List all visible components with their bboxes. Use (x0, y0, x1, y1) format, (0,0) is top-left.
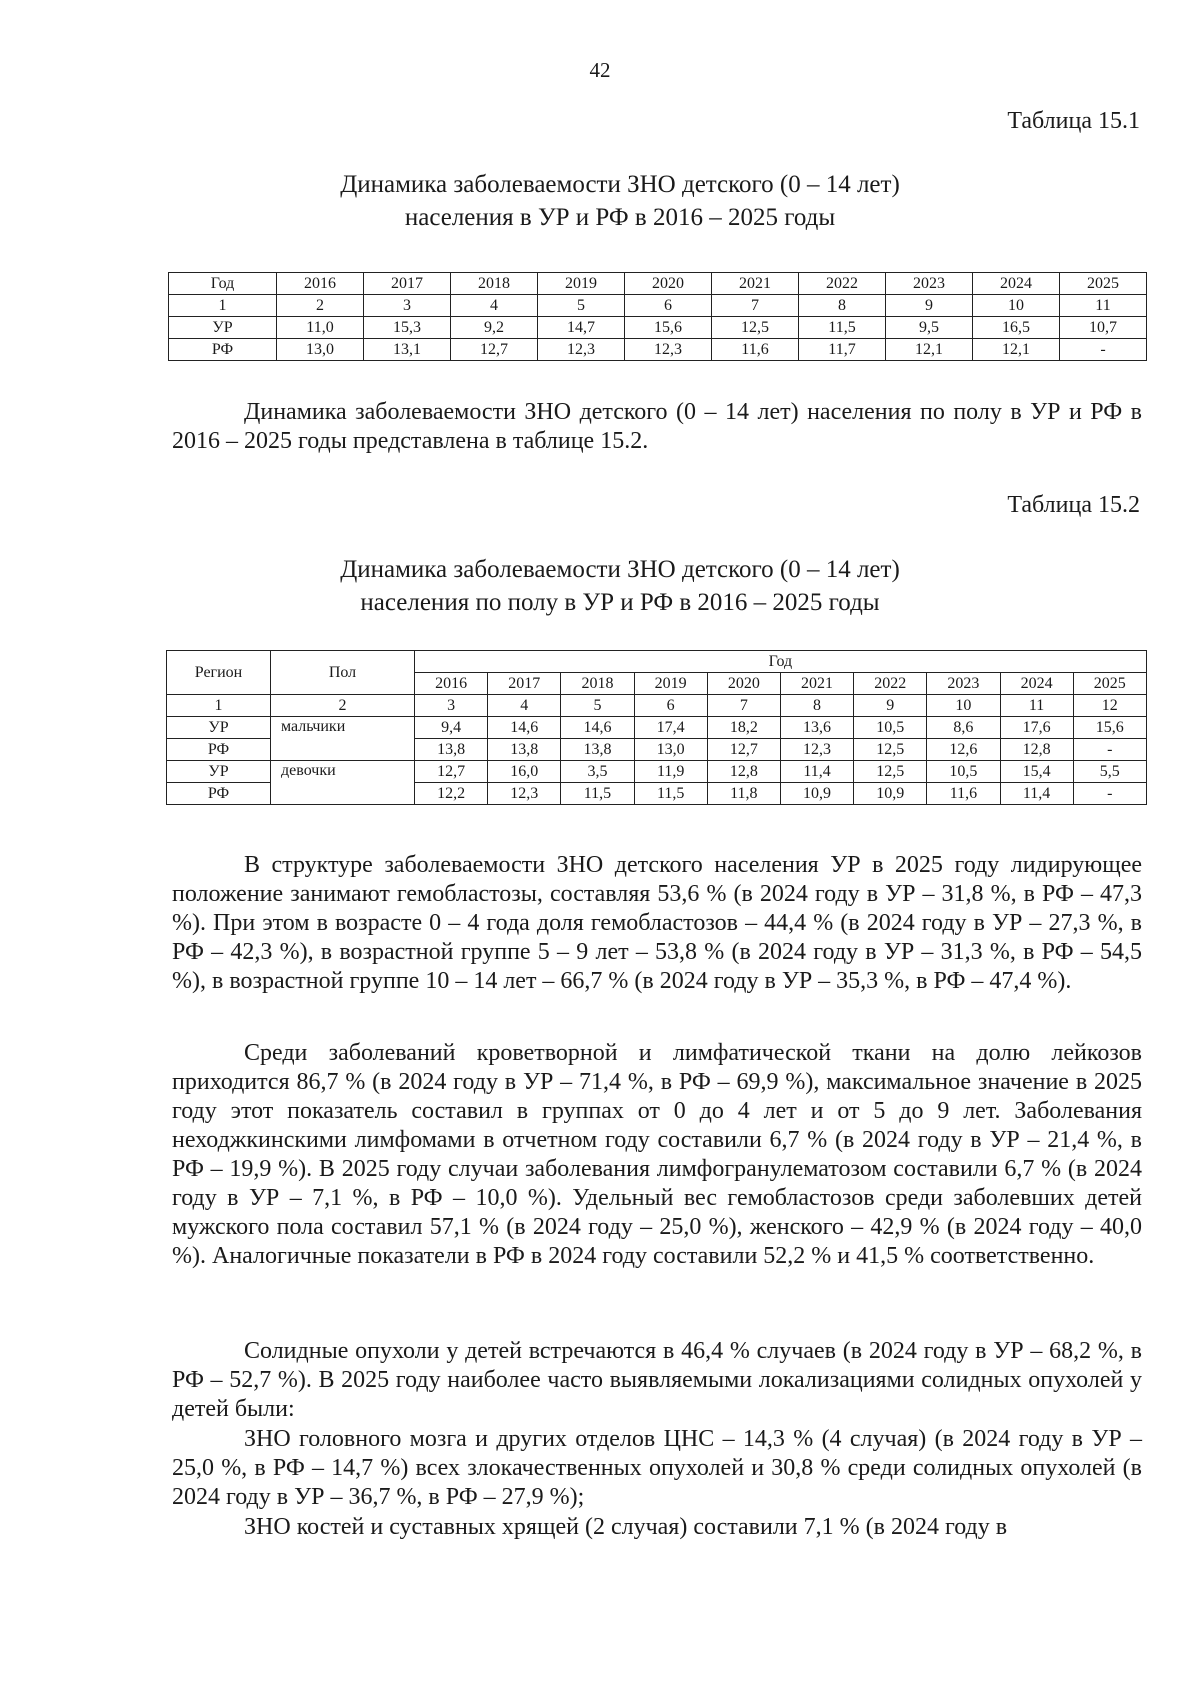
table-2-number-cell: 11 (1000, 695, 1073, 717)
table-2-year-header: Год (415, 651, 1147, 673)
table-2-value-cell: 14,6 (561, 717, 634, 739)
table-2-number-cell: 1 (167, 695, 271, 717)
table-2-value-cell: 12,2 (415, 783, 488, 805)
table-1-number-cell: 11 (1060, 295, 1147, 317)
table-1-value-cell: 12,3 (538, 339, 625, 361)
table-2-year-cell: 2019 (634, 673, 707, 695)
table-2-value-cell: 11,4 (780, 761, 853, 783)
table-2-number-cell: 6 (634, 695, 707, 717)
table-1-header-cell: 2021 (712, 273, 799, 295)
table-2-value-cell: 11,6 (927, 783, 1000, 805)
table-1-region-cell: УР (169, 317, 277, 339)
table-2-value-cell: 12,8 (707, 761, 780, 783)
table-2-number-cell: 5 (561, 695, 634, 717)
table-2-value-cell: 8,6 (927, 717, 1000, 739)
table-1-value-cell: 12,1 (973, 339, 1060, 361)
table-2-region-cell: РФ (167, 739, 271, 761)
table-1-number-cell: 5 (538, 295, 625, 317)
table-2-region-header: Регион (167, 651, 271, 695)
table-1-header-cell: 2020 (625, 273, 712, 295)
table-1-number-cell: 1 (169, 295, 277, 317)
table-2-number-cell: 2 (271, 695, 415, 717)
table-2-value-cell: 17,4 (634, 717, 707, 739)
table-1-value-cell: 12,3 (625, 339, 712, 361)
table-1-value-cell: 13,0 (277, 339, 364, 361)
table-1-header-cell: 2023 (886, 273, 973, 295)
table-2-row (167, 761, 1147, 783)
table-1-number-cell: 7 (712, 295, 799, 317)
table-2-header-row (167, 651, 1147, 673)
table-1-number-cell: 8 (799, 295, 886, 317)
table-2-value-cell: 11,4 (1000, 783, 1073, 805)
table-2-value-cell: 12,7 (707, 739, 780, 761)
table-2-region-cell: РФ (167, 783, 271, 805)
table-2-number-cell: 7 (707, 695, 780, 717)
table-2-value-cell: 10,9 (780, 783, 853, 805)
table-1-value-cell: - (1060, 339, 1147, 361)
table-2-number-cell: 3 (415, 695, 488, 717)
table-1-caption-line-1: Динамика заболеваемости ЗНО детского (0 – 14 лет) (340, 171, 900, 198)
table-1-header-cell: 2025 (1060, 273, 1147, 295)
table-2-value-cell: 16,0 (488, 761, 561, 783)
table-2-value-cell: 12,5 (854, 761, 927, 783)
table-1-value-cell: 10,7 (1060, 317, 1147, 339)
table-1-value-cell: 12,1 (886, 339, 973, 361)
table-1-caption (170, 168, 1070, 234)
table-2-value-cell: 10,5 (854, 717, 927, 739)
table-2-value-cell: 12,3 (488, 783, 561, 805)
table-2-year-cell: 2024 (1000, 673, 1073, 695)
table-1-caption-line-2: населения в УР и РФ в 2016 – 2025 годы (404, 204, 836, 231)
paragraph-hemoblastoses: В структуре заболеваемости ЗНО детского населения УР в 2025 году лидирующее положение занимают гемобластозы, составляя 53,6 % (в 2024 году в УР – 31,8 %, в РФ – 47,3 %). При этом в возрасте 0 – 4 года доля гемобластозов – 44,4 % (в 2024 году в УР – 27,3 %, в РФ – 42,3 %), в возрастной группе 5 – 9 лет – 53,8 % (в 2024 году в УР – 31,3 %, в РФ – 54,5 %), в возрастной группе 10 – 14 лет – 66,7 % (в 2024 году в УР – 35,3 %, в РФ – 47,4 %). (172, 852, 1142, 994)
table-1-numbering-row (169, 295, 1147, 317)
table-2-value-cell: 15,4 (1000, 761, 1073, 783)
table-1-value-cell: 9,2 (451, 317, 538, 339)
table-2-numbering-row (167, 695, 1147, 717)
table-1-value-cell: 9,5 (886, 317, 973, 339)
table-1-header-cell: 2024 (973, 273, 1060, 295)
table-2-region-cell: УР (167, 761, 271, 783)
table-2-value-cell: 15,6 (1073, 717, 1146, 739)
table-2-value-cell: 13,8 (415, 739, 488, 761)
table-1-value-cell: 11,6 (712, 339, 799, 361)
table-2-value-cell: 5,5 (1073, 761, 1146, 783)
table-2-caption-line-2: населения по полу в УР и РФ в 2016 – 2025 годы (360, 589, 880, 616)
table-2-year-cell: 2025 (1073, 673, 1146, 695)
table-1-number-cell: 9 (886, 295, 973, 317)
table-2-value-cell: 13,0 (634, 739, 707, 761)
table-1-value-cell: 11,7 (799, 339, 886, 361)
table-1-label: Таблица 15.1 (1007, 108, 1140, 134)
table-2-row (167, 717, 1147, 739)
table-1-row (169, 339, 1147, 361)
table-2-value-cell: 13,8 (561, 739, 634, 761)
table-2-year-cell: 2020 (707, 673, 780, 695)
table-1-value-cell: 13,1 (364, 339, 451, 361)
table-2-value-cell: 11,9 (634, 761, 707, 783)
table-2-year-cell: 2016 (415, 673, 488, 695)
table-2-value-cell: 11,8 (707, 783, 780, 805)
table-2-value-cell: 12,3 (780, 739, 853, 761)
intro-paragraph: Динамика заболеваемости ЗНО детского (0 – 14 лет) населения по полу в УР и РФ в 2016 – 2025 годы представлена в таблице 15.2. (172, 399, 1142, 454)
table-1 (168, 272, 1147, 361)
table-1-value-cell: 11,0 (277, 317, 364, 339)
table-1-value-cell: 15,6 (625, 317, 712, 339)
table-2-caption-line-1: Динамика заболеваемости ЗНО детского (0 – 14 лет) (340, 556, 900, 583)
table-1-value-cell: 16,5 (973, 317, 1060, 339)
table-2-value-cell: 12,5 (854, 739, 927, 761)
table-1-header-cell: 2018 (451, 273, 538, 295)
table-1-number-cell: 2 (277, 295, 364, 317)
page-number: 42 (589, 58, 611, 82)
table-2-year-cell: 2023 (927, 673, 1000, 695)
table-2 (166, 650, 1147, 805)
table-1-header-cell: 2016 (277, 273, 364, 295)
table-2-value-cell: 18,2 (707, 717, 780, 739)
table-2-value-cell: - (1073, 739, 1146, 761)
table-2-year-cell: 2022 (854, 673, 927, 695)
table-2-number-cell: 9 (854, 695, 927, 717)
table-2-value-cell: 13,6 (780, 717, 853, 739)
paragraph-solid-tumors: Солидные опухоли у детей встречаются в 46,4 % случаев (в 2024 году в УР – 68,2 %, в РФ – 52,7 %). В 2025 году наиболее часто выявляемыми локализациями солидных опухолей у детей были: (172, 1338, 1142, 1422)
paragraph-leukemia: Среди заболеваний кроветворной и лимфатической ткани на долю лейкозов приходится 86,7 % (в 2024 году в УР – 71,4 %, в РФ – 69,9 %), максимальное значение в 2025 году этот показатель составил в группах от 0 до 4 лет и от 5 до 9 лет. Заболевания неходжкинскими лимфомами в отчетном году составили 6,7 % (в 2024 году в УР – 21,4 %, в РФ – 19,9 %). В 2025 году случаи заболевания лимфогранулематозом составили 6,7 % (в 2024 году в УР – 7,1 %, в РФ – 10,0 %). Удельный вес гемобластозов среди заболевших детей мужского пола составил 57,1 % (в 2024 году – 25,0 %), женского – 42,9 % (в 2024 году – 40,0 %). Аналогичные показатели в РФ в 2024 году составили 52,2 % и 41,5 % соответственно. (172, 1040, 1142, 1269)
table-1-row (169, 317, 1147, 339)
table-2-value-cell: 17,6 (1000, 717, 1073, 739)
table-1-value-cell: 11,5 (799, 317, 886, 339)
table-2-value-cell: 11,5 (634, 783, 707, 805)
table-2-caption (170, 553, 1070, 619)
table-1-header-row (169, 273, 1147, 295)
table-1-value-cell: 14,7 (538, 317, 625, 339)
table-2-value-cell: 12,7 (415, 761, 488, 783)
table-2-label: Таблица 15.2 (1007, 492, 1140, 518)
table-2-year-cell: 2017 (488, 673, 561, 695)
table-2-value-cell: 11,5 (561, 783, 634, 805)
table-1-value-cell: 12,5 (712, 317, 799, 339)
table-2-number-cell: 4 (488, 695, 561, 717)
table-2-sex-cell: мальчики (271, 717, 415, 761)
table-2-number-cell: 10 (927, 695, 1000, 717)
table-2-value-cell: 10,5 (927, 761, 1000, 783)
table-1-header-cell: 2019 (538, 273, 625, 295)
table-2-value-cell: 10,9 (854, 783, 927, 805)
table-2-value-cell: 12,8 (1000, 739, 1073, 761)
paragraph-cns-tumors: ЗНО головного мозга и других отделов ЦНС – 14,3 % (4 случая) (в 2024 году в УР – 25,0 %, в РФ – 14,7 %) всех злокачественных опухолей и 30,8 % среди солидных опухолей (в 2024 году в УР – 36,7 %, в РФ – 27,9 %); (172, 1426, 1142, 1510)
table-2-year-cell: 2018 (561, 673, 634, 695)
table-1-number-cell: 10 (973, 295, 1060, 317)
table-1-header-cell: 2017 (364, 273, 451, 295)
table-2-value-cell: 9,4 (415, 717, 488, 739)
table-2-sex-cell: девочки (271, 761, 415, 805)
table-2-value-cell: 13,8 (488, 739, 561, 761)
table-2-value-cell: 3,5 (561, 761, 634, 783)
paragraph-bone-tumors: ЗНО костей и суставных хрящей (2 случая) составили 7,1 % (в 2024 году в (244, 1514, 1008, 1540)
table-1-value-cell: 15,3 (364, 317, 451, 339)
table-2-region-cell: УР (167, 717, 271, 739)
table-1-number-cell: 6 (625, 295, 712, 317)
table-2-value-cell: 14,6 (488, 717, 561, 739)
table-2-number-cell: 12 (1073, 695, 1146, 717)
table-2-sex-header: Пол (271, 651, 415, 695)
table-1-number-cell: 4 (451, 295, 538, 317)
table-1-header-cell: 2022 (799, 273, 886, 295)
table-1-number-cell: 3 (364, 295, 451, 317)
table-2-value-cell: 12,6 (927, 739, 1000, 761)
table-2-value-cell: - (1073, 783, 1146, 805)
table-1-region-cell: РФ (169, 339, 277, 361)
table-1-header-cell: Год (169, 273, 277, 295)
table-2-year-cell: 2021 (780, 673, 853, 695)
table-2-number-cell: 8 (780, 695, 853, 717)
table-1-value-cell: 12,7 (451, 339, 538, 361)
